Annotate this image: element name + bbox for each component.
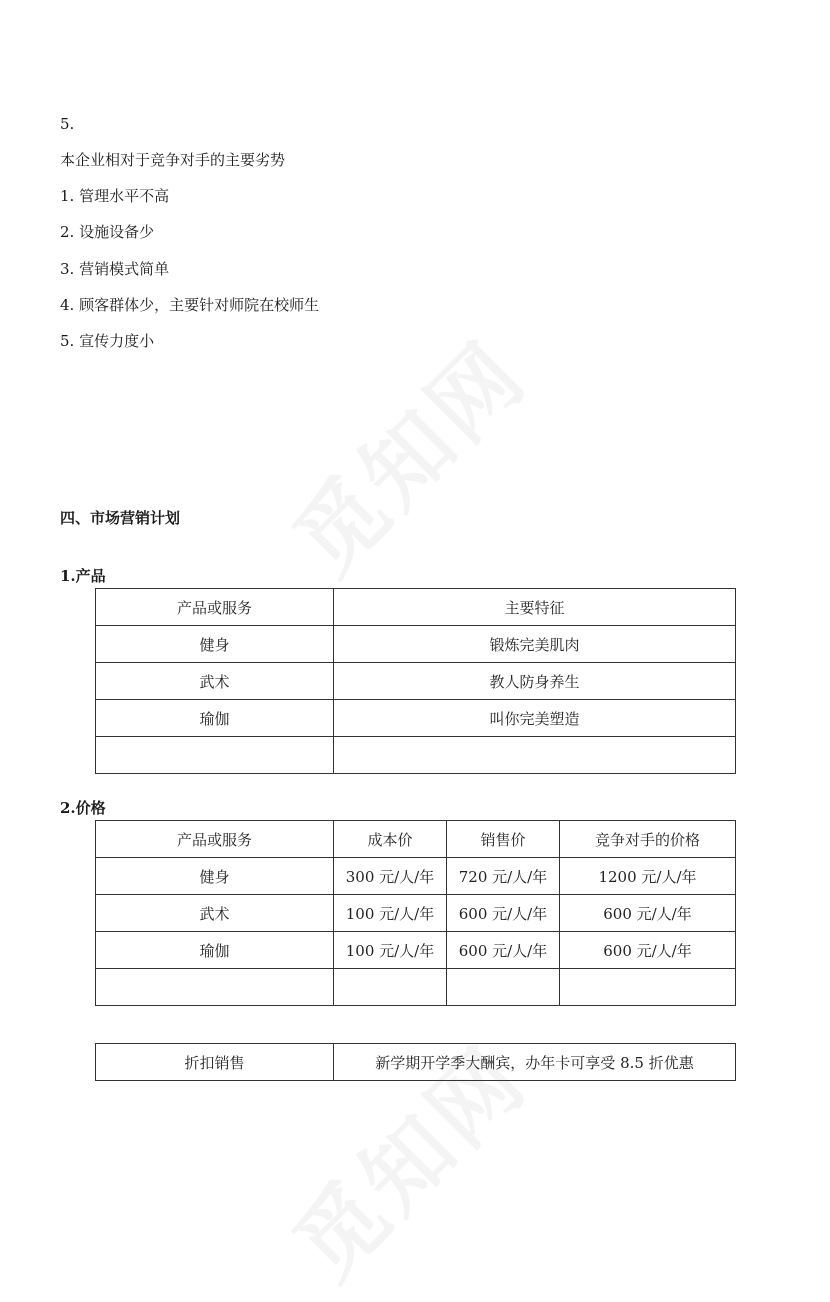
discount-label: 折扣销售: [96, 1044, 334, 1081]
table-cell: 武术: [96, 895, 334, 932]
weakness-item: 1. 管理水平不高: [60, 187, 170, 205]
table-cell: 瑜伽: [96, 932, 334, 969]
watermark: [262, 309, 551, 598]
weakness-title: 本企业相对于竞争对手的主要劣势: [60, 151, 286, 169]
table-row: [96, 858, 736, 895]
table-cell: [447, 969, 560, 1006]
section-title: 四、市场营销计划: [60, 509, 181, 527]
table-header-cell: 产品或服务: [96, 821, 334, 858]
discount-table: [95, 1043, 736, 1081]
table-row: [96, 663, 736, 700]
product-table: [95, 588, 736, 774]
table-cell: 锻炼完美肌肉: [334, 626, 736, 663]
table-cell: 720 元/人/年: [447, 858, 560, 895]
table-cell: 1200 元/人/年: [560, 858, 736, 895]
table-header-cell: 竞争对手的价格: [560, 821, 736, 858]
table-cell: 300 元/人/年: [334, 858, 447, 895]
price-heading: 2.价格: [60, 799, 106, 817]
weakness-item: 2. 设施设备少: [60, 223, 155, 241]
table-cell: 600 元/人/年: [560, 932, 736, 969]
table-cell: [334, 969, 447, 1006]
table-row: [96, 895, 736, 932]
table-cell: [560, 969, 736, 1006]
table-row: [96, 626, 736, 663]
table-cell: 100 元/人/年: [334, 895, 447, 932]
table-row: [96, 737, 736, 774]
table-header-row: [96, 589, 736, 626]
table-header-cell: 成本价: [334, 821, 447, 858]
table-header-cell: 主要特征: [334, 589, 736, 626]
table-row: [96, 700, 736, 737]
table-header-cell: 销售价: [447, 821, 560, 858]
product-heading: 1.产品: [60, 567, 106, 585]
weakness-item: 4. 顾客群体少，主要针对师院在校师生: [60, 296, 320, 314]
table-cell: 健身: [96, 858, 334, 895]
table-header-row: [96, 821, 736, 858]
table-cell: 100 元/人/年: [334, 932, 447, 969]
table-cell: [96, 737, 334, 774]
table-row: [96, 1044, 736, 1081]
table-cell: 健身: [96, 626, 334, 663]
table-cell: [96, 969, 334, 1006]
table-cell: 600 元/人/年: [447, 895, 560, 932]
weakness-item: 3. 营销模式简单: [60, 260, 170, 278]
table-row: [96, 969, 736, 1006]
table-cell: 瑜伽: [96, 700, 334, 737]
discount-value: 新学期开学季大酬宾，办年卡可享受 8.5 折优惠: [334, 1044, 736, 1081]
weakness-item: 5. 宣传力度小: [60, 332, 155, 350]
item-number: 5.: [60, 115, 75, 133]
table-cell: 600 元/人/年: [560, 895, 736, 932]
table-cell: 叫你完美塑造: [334, 700, 736, 737]
table-row: [96, 932, 736, 969]
price-table: [95, 820, 736, 1006]
table-cell: 教人防身养生: [334, 663, 736, 700]
table-cell: [334, 737, 736, 774]
table-cell: 武术: [96, 663, 334, 700]
table-cell: 600 元/人/年: [447, 932, 560, 969]
table-header-cell: 产品或服务: [96, 589, 334, 626]
